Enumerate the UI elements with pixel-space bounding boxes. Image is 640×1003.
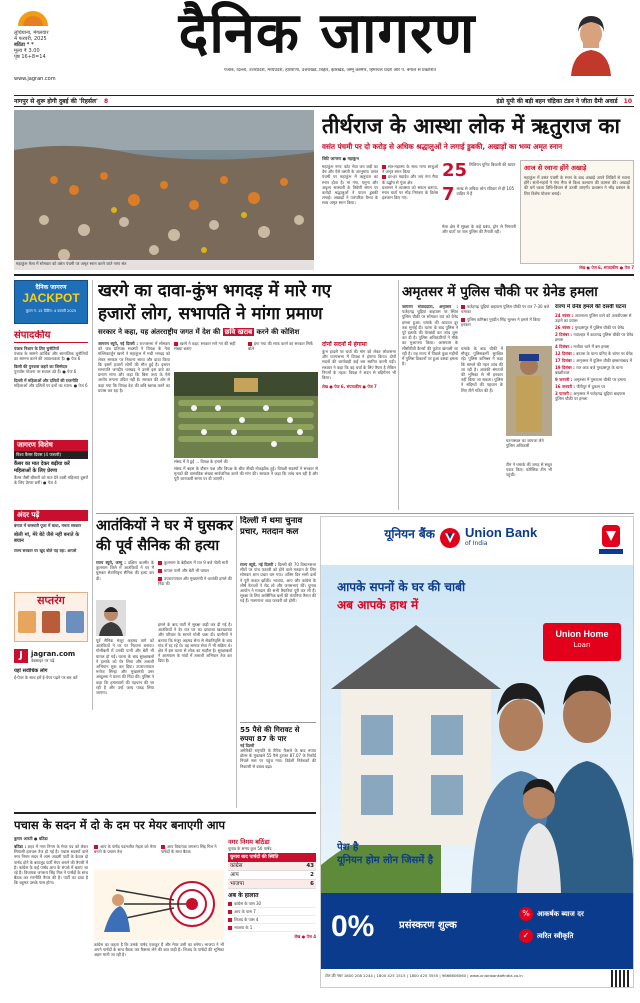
- kharge-headline[interactable]: खरगे का दावा-कुंभ भगदड़ में मारे गए हजारों लोग, सभापति ने मांगा प्रमाण: [98, 281, 332, 324]
- editorial-item-1[interactable]: पंजाब निशान के लिए चुनौतियों पंजाब के सामने आर्थिक और सामाजिक चुनौतियों का सामना करने की आवश्यकता है। ● पेज 6: [14, 346, 88, 362]
- teaser-right[interactable]: इंडो यूपी की बड़ी बहन चंद्रिका टंडन ने जीता ग्रैमी अवार्ड 10: [496, 98, 632, 105]
- timeline-list: [555, 313, 634, 401]
- teaser-left[interactable]: नागपुर से शुरू होगी दुबई की 'रिहर्सल' 8: [14, 98, 109, 105]
- lead-stat-number: 25: [442, 162, 468, 181]
- lead-side-box: आज से रवाना होंगे अखाड़े महाकुंभ में वसंत पंचमी के स्नान के बाद अखाड़े अपने शिविरों से रवाना होंगे। संतों-महंतों ने गंगा मैया से विश्व कल्याण की कामना की। अखाड़ों की धर्म ध्वजा विधि-विधान से उतारी जाएगी। प्रशासन ने भीड़ प्रबंधन के लिए विशेष योजना बनाई।: [520, 160, 634, 264]
- lead-headline[interactable]: तीर्थराज के आस्था लोक में ऋतुराज का: [322, 113, 620, 138]
- ad-tagline-2: अब आपके हाथ में: [337, 598, 419, 612]
- timeline-date: 2 दिसंबर :: [555, 332, 574, 337]
- editions-line: पंजाब, दिल्ली, उत्तरप्रदेश, मध्यप्रदेश, हरियाणा, उत्तराखंड, बिहार, झारखंड, जम्मू कश्मीर, हिमाचल प्रदेश और प. बंगाल से प्रकाशित: [223, 68, 437, 73]
- vishesh-text: कैंसर का मात देकर बढ़ीया करें महिलाओं के लिए प्रेरणा: [14, 461, 70, 474]
- timeline-title: राज्य में ग्रेनेड हमले की दसवीं घटना: [555, 304, 627, 310]
- lead-stat2-text: लाख से अधिक लोग रविवार से ही 105 वाहिन में हैं: [456, 186, 515, 196]
- table-cell-label: कांग्रेस: [230, 863, 243, 869]
- editorial-title: संपादकीय: [14, 330, 88, 343]
- kumbh-lead-photo: [14, 110, 314, 270]
- offer-text: पेश है यूनियन होम लोन जिसमें है: [337, 842, 434, 866]
- table-title: नगर निगम बठिंडा: [228, 838, 270, 846]
- union-bank-ad[interactable]: [320, 516, 634, 988]
- jackpot-brand: दैनिक जागरण: [35, 284, 67, 291]
- ad-tagline-1: आपके सपनों के घर की चाबी: [337, 580, 466, 594]
- amritsar-body-col2: धमाके के बाद चौकी में मौजूद पुलिसकर्मी सुरक्षित रहे। पुलिस कमिश्नर ने कहा कि मामले की गहन जांच की जा रही है। आतंकी संगठनों की भूमिका से भी इनकार नहीं किया जा सकता। पुलिस ने संदिग्धों की पहचान के लिए टीमें गठित की हैं।: [461, 346, 503, 393]
- union-bank-logo-icon: [439, 527, 461, 549]
- amritsar-police-photo: [506, 346, 552, 436]
- rupee-headline[interactable]: 55 पैसे की गिरावट से रुपया 87 के पार: [240, 725, 300, 743]
- terror-body-col2: हमले के बाद घाटी में सुरक्षा कड़ी कर दी गई है। आतंकियों ने देर रात घर का दरवाजा खटखटाया और परिवार के सामने गोली चला दी। ग्रामीणों ने बताया कि मंजूर अहमद सेना से सेवानिवृत्ति के बाद गांव में रह रहे थे। वह समाज सेवा में भी सक्रिय थे। क्षेत्र में इस घटना से शोक का माहौल है। सुरक्षाबलों ने आसपास के गांवों में तलाशी अभियान तेज कर दिया है।: [158, 622, 232, 664]
- jackpot-ad[interactable]: [14, 280, 88, 324]
- list-item: कांग्रेस के पास 30: [228, 900, 316, 908]
- timeline-item: [555, 351, 634, 356]
- timeline-item: [555, 325, 634, 330]
- jagran-site-url[interactable]: jagran.com: [31, 649, 76, 658]
- union-bank-sub: of India: [465, 540, 488, 547]
- percent-icon: %: [519, 907, 533, 921]
- amritsar-caption: घटनास्थल का जायजा लेते पुलिस अधिकारी: [506, 438, 544, 448]
- table-row: [228, 871, 316, 880]
- kharge-subhead: सरकार ने कहा, यह अंतरराष्ट्रीय जगत में देश की छवि खराब करने की कोशिश: [98, 328, 300, 336]
- editorial-box: [14, 330, 88, 438]
- portrait-photo: [563, 6, 619, 76]
- table-cell-label: भाजपा: [230, 881, 244, 887]
- delhi-body: राज्य ब्यूरो, नई दिल्ली : दिल्ली की 70 विधानसभा सीटों पर पांच फरवरी को होने वाले मतदान के लिए सोमवार शाम प्रचार थम गया। अंतिम दिन सभी दलों ने पूरी ताकत झोंकी। भाजपा, आप और कांग्रेस के शीर्ष नेताओं ने रोड शो और जनसभाएं कीं। चुनाव आयोग ने मतदान की सभी तैयारियां पूरी कर ली हैं। सुरक्षा के लिए अर्धसैनिक बलों की कंपनियां तैनात की गई हैं। मतगणना आठ फरवरी को होगी।: [240, 562, 316, 604]
- vishesh-sub: विश्व कैंसर दिवस (4 फरवरी): [14, 451, 88, 459]
- timeline-text: अमृतसर में गुमटाला चौकी पर हमला: [573, 377, 626, 382]
- timeline-text: अमृतसर में पुलिस चौकी इस्लामाबाद में: [576, 358, 632, 363]
- saptrang-title: सप्तरंग: [37, 594, 65, 607]
- timeline-date: 17 दिसंबर :: [555, 358, 577, 363]
- timeline-text: अजनाला पुलिस थाने को आरडीएक्स से उड़ाने का प्रयास: [555, 313, 632, 323]
- kharge-body-col2: संसद में बहस के दौरान पक्ष और विपक्ष के बीच तीखी नोकझोंक हुई। विपक्षी सदस्यों ने सरकार से मृतकों की वास्तविक संख्या सार्वजनिक करने की मांग की। सरकार ने कहा कि जांच चल रही है और पूरी जानकारी समय पर दी जाएगी।: [174, 466, 318, 482]
- kharge-side-head: दोनों सदनों में हंगामा: [322, 341, 367, 348]
- jackpot-sub: कूपन नं. 15 प्रिंटिंग: 4 फरवरी 2025: [25, 309, 77, 313]
- list-item: शिअद के पास 4: [228, 916, 316, 924]
- timeline-text: मजीठा थाने में बम हमला: [573, 344, 610, 349]
- table-row: [228, 862, 316, 871]
- lead-stat-text: मिलियन यूनिट बिजली की खपत: [469, 162, 516, 167]
- check-icon: ✓: [519, 929, 533, 943]
- now-head: अब के हालात: [228, 892, 259, 899]
- kharge-page-ref[interactable]: लेख ● पेज 6, संपादकीय ● पेज 7: [322, 384, 377, 390]
- masthead: [0, 0, 640, 88]
- table-cell-label: आप: [230, 872, 239, 878]
- timeline-text: बटाला के थाना घनिए के बांगर पर ग्रेनेड: [576, 351, 633, 356]
- parliament-photo: [174, 372, 318, 458]
- bathinda-cartoon: [94, 870, 224, 940]
- editorial-item-2[interactable]: किसी की पुनवास कहने का जिम्मेदार पुनर्वास योजना पर सवाल उठे हैं। ● पेज 6: [14, 364, 77, 375]
- kharge-bullets: खरगे ने कहा: सरकार मारे गए की सही संख्या बताए हंगा गया की साफ करने का सरकार सिर्फ बोले: [174, 341, 313, 351]
- offer-band: [321, 893, 634, 969]
- jagran-vishesh-box[interactable]: जागरण विशेष विश्व कैंसर दिवस (4 फरवरी) कैंसर का मात देकर बढ़ीया करें महिलाओं के लिए प्रेरणा कैंसर जैसी बीमारी को मात देने वाली महिलाएं दूसरों के लिए प्रेरणा बनीं। ● पेज 4: [14, 441, 88, 486]
- timeline-item: [555, 358, 634, 363]
- pages-label: पृष्ठ 16+8=14: [14, 54, 46, 60]
- edition-label: बठिंडा * *: [14, 42, 34, 48]
- bottom-bullets: आप के पार्षद पदमजीत मेहता को मेयर बनाने के प्रयास तेज आप विधायक जगरूप सिंह गिल ने पार्षदों के साथ बैठक: [94, 844, 217, 854]
- dateline-date: 4 फरवरी, 2025: [14, 36, 47, 42]
- union-home-badge: Union Home Loan: [543, 623, 621, 661]
- timeline-date: 9 जनवरी :: [555, 377, 574, 382]
- andar-title: अंदर पढ़ें: [14, 510, 88, 521]
- ad-contact-strip: [321, 969, 634, 988]
- timeline-item: [555, 332, 634, 342]
- timeline-item: [555, 391, 634, 401]
- bullet-icon: [228, 926, 232, 930]
- kharge-subhead-highlight: छवि खराब: [224, 328, 253, 336]
- timeline-date: 4 दिसंबर :: [555, 344, 574, 349]
- timeline-item: [555, 377, 634, 382]
- timeline-date: 19 दिसंबर :: [555, 365, 577, 370]
- andar-padhen-box: [14, 510, 88, 588]
- amritsar-body-col1: जागरण संवाददाता, अमृतसर : फतेहगढ़ चूड़ियां बाइपास पर स्थित पुलिस चौकी पर सोमवार रात को ग्रेनेड हमला हुआ। धमाके की आवाज दूर तक सुनाई दी। घटना के बाद पुलिस ने पूरे इलाके की घेराबंदी कर जांच शुरू कर दी है। पुलिस अधिकारियों ने मौके का मुआयना किया। आसपास के सीसीटीवी कैमरों की फुटेज खंगाली जा रही है। यह राज्य में पिछले कुछ महीनों में पुलिस ठिकानों पर हुआ दसवां हमला है।: [402, 304, 458, 367]
- lead-body-col1: महाकुंभ नगर: कोट भेवा जय जड़ी का वेष और ऐसे वसंती के आभूषण। वसंत पंचमी पर महाकुंभ में ऋतुराज का स्नान होता है। मां गंगा, यमुना और अदृश्य सरस्वती के त्रिवेणी संगम पर करोड़ों श्रद्धालुओं ने पावन डुबकी लगाई। अखाड़ों ने पारंपरिक वैभव के साथ अमृत स्नान किया।: [322, 164, 378, 206]
- soldier-portrait-photo: [96, 600, 126, 636]
- grenade-timeline-box: [555, 304, 634, 510]
- timeline-text: रात आठ बजे गुरदासपुर के थाना बख्शीवाल: [555, 365, 623, 375]
- bottom-body-col2: कांग्रेस का कहना है कि उसके पार्षद एकजुट हैं और मेयर उसी का बनेगा। भाजपा ने भी अपने पार्षदों के साथ बैठक कर फैसला लेने की बात कही है। शिअद के पार्षदों की भूमिका अहम मानी जा रही है।: [94, 942, 224, 958]
- andar-item-3[interactable]: राज्य सरकार पर खुद बोले यह रहा: आपसे: [14, 548, 77, 553]
- terror-body-col1b: पूर्व सैनिक मंजूर अहमद वागे को आतंकियों ने घर पर निशाना बनाया। गोलीबारी में उनकी पत्नी और बेटी भी घायल हो गईं। घटना के बाद सुरक्षाबलों ने इलाके को घेर लिया और तलाशी अभियान शुरू कर दिया। उपराज्यपाल मनोज सिन्हा और मुख्यमंत्री उमर अब्दुल्ला ने घटना की निंदा की। पुलिस ने कहा कि हमलावरों की पहचान की जा रही है और उन्हें जल्द पकड़ लिया जाएगा।: [96, 638, 154, 696]
- parliament-caption: संसद में ये हुई ... विपक्ष के हंगामे की: [174, 459, 228, 464]
- timeline-text: जैंतीपुर में दुकान पर: [576, 384, 606, 389]
- list-item: भाजपा के 1: [228, 924, 316, 932]
- dateline-city: लुधियाना, मंगलवार: [14, 30, 49, 36]
- processing-fee: प्रसंस्करण शुल्क: [399, 920, 457, 931]
- terror-headline[interactable]: आतंकियों ने घर में घुसकर की पूर्व सैनिक की हत्या: [96, 517, 233, 554]
- jagran-j-icon: J: [14, 649, 28, 663]
- amritsar-body-col3: टीम ने धमाके की जगह से सबूत एकत्र किए। फोरेंसिक टीम भी पहुंची।: [506, 462, 552, 478]
- feature-rate: आकर्षक ब्याज दर: [537, 909, 584, 918]
- feature-approval: त्वरित स्वीकृति: [537, 931, 574, 940]
- now-rows: [228, 900, 316, 932]
- rupee-box: 55 पैसे की गिरावट से रुपया 87 के पार नई दिल्ली अमेरिकी राष्ट्रपति के टैरिफ फैसले के बाद रुपया डॉलर के मुकाबले 55 पैसे टूटकर 87.07 के रिकॉर्ड निचले स्तर पर पहुंच गया। विदेशी निवेशकों की निकासी से दबाव बढ़ा।: [240, 722, 316, 808]
- vishesh-title: जागरण विशेष: [14, 440, 88, 451]
- home-loan-hero: [321, 565, 634, 893]
- horoscope-title: यहां सर्वाधिक लोग: [14, 668, 48, 674]
- bullet-icon: [228, 902, 232, 906]
- bullet-icon: [228, 910, 232, 914]
- lead-body-col3: मेला क्षेत्र में सुरक्षा के कड़े प्रबंध, ड्रोन से निगरानी और घाटों पर जल पुलिस की तैनाती रही।: [442, 224, 516, 235]
- timeline-text: नवांशहर में काठगढ़ पुलिस चौकी पर ग्रेनेड हमला: [555, 332, 634, 342]
- andar-item-2[interactable]: बोली मां, मेरे बेटे जैसे नहीं बनाते के बयान: [14, 532, 80, 544]
- timeline-item: [555, 384, 634, 389]
- timeline-date: 26 नवंबर :: [555, 325, 575, 330]
- lead-side-box-title: आज से रवाना होंगे अखाड़े: [524, 164, 587, 172]
- union-bank-english: Union Bank: [465, 525, 538, 540]
- timeline-item: [555, 313, 634, 323]
- editorial-item-3[interactable]: दिल्ली में महिलाओं और दलितों की राजनीति महिलाओं और दलितों पर दलों का ध्यान। ● पेज 6: [14, 377, 88, 388]
- lead-byline: जिटि जागरण ● महाकुंभ: [322, 156, 359, 161]
- timeline-date: 12 दिसंबर :: [555, 351, 577, 356]
- lead-page-ref[interactable]: लेख ● पेज 6, संपादकीय ● पेज 7: [579, 265, 634, 270]
- horoscope-text: ई-पेपर के साथ हमें ई-पेपर पढ़ने पर बार करें: [14, 675, 78, 680]
- amritsar-bullets: फतेहगढ़ चूड़ियां बाइपास पुलिस चौकी पर रात 7-30 बजे धमाका पुलिस कमिश्नर गुरप्रीत सिंह भुल्लर ने हमले में किया इनकार: [461, 304, 550, 327]
- council-rows: [228, 862, 316, 889]
- teaser-bar: [14, 95, 634, 107]
- delhi-headline[interactable]: दिल्ली में थमा चुनाव प्रचार, मतदान कल: [240, 516, 303, 537]
- bottom-page-ref[interactable]: लेख ● पेज 4: [294, 934, 316, 939]
- bottom-body-col1: बठिंडा : शहर में नगर निगम के मेयर पद को लेकर सियासी हलचल तेज हो गई है। पचास सदस्यों वाले नगर निगम सदन में आम आदमी पार्टी के केवल दो पार्षद होने के बावजूद पार्टी मेयर बनाने की तैयारी में है। कांग्रेस के कई पार्षद आप के संपर्क में बताए जा रहे हैं। विधायक जगरूप सिंह गिल ने पार्षदों के साथ बैठक कर रणनीति तैयार की है। पार्टी का दावा है कि बहुमत उसके पास होगा।: [14, 844, 88, 886]
- table-cell-value: 2: [310, 872, 314, 878]
- jagran-site-box[interactable]: J jagran.com वेबसाइट पर पढ़ें: [14, 646, 88, 666]
- timeline-date: 3 फरवरी :: [555, 391, 574, 396]
- bottom-byline: कुमार आरती ● बठिंडा: [14, 836, 48, 841]
- council-table: [228, 838, 316, 988]
- lead-subhead: वसंत पंचमी पर दो करोड़ से अधिक श्रद्धालुओं ने लगाई डुबकी, अखाड़ों का भव्य अमृत स्नान: [322, 142, 563, 151]
- kharge-body-col1: जागरण ब्यूरो, नई दिल्ली : राज्यसभा में सोमवार को जब प्रतिपक्ष सदस्यों ने विपक्ष के नेता मल्लिकार्जुन खरगे ने महाकुंभ में मची भगदड़ को लेकर सरकार पर निशाना साधा और दावा किया कि इसमें हजारों लोगों की मौत हुई है। इसपर सभापति जगदीप धनखड़ ने उनसे इस दावे का प्रमाण मांगा और कहा कि बिना तथ्य के ऐसे आरोप लगाना उचित नहीं है। सरकार की ओर से कहा गया कि विपक्ष देश की छवि खराब करने का प्रयास कर रहा है।: [98, 341, 170, 393]
- bullet-icon: [228, 918, 232, 922]
- table-cell-value: 6: [310, 881, 314, 887]
- timeline-item: [555, 344, 634, 349]
- website-url[interactable]: www.jagran.com: [14, 76, 56, 82]
- horoscope-box: [14, 668, 88, 706]
- amritsar-headline[interactable]: अमृतसर में पुलिस चौकी पर ग्रेनेड हमला: [402, 284, 598, 300]
- andar-item-1[interactable]: बंगाल में सरस्वती पूजा में बाधा, ममता सरकार: [14, 523, 82, 528]
- ad-contact-text[interactable]: टोल फ्री नंबर 1800 208 2244 | 1800 425 1515 | 1800 425 3555 | 9666606060 | www.unionbankofindia.co.in: [325, 973, 523, 978]
- bottom-headline[interactable]: पचास के सदन में दो के दम पर मेयर बनाएगी आप: [14, 818, 226, 832]
- qr-code-icon[interactable]: [611, 970, 629, 988]
- saptrang-box[interactable]: [14, 592, 88, 642]
- lead-stat2-number: 7: [442, 184, 455, 205]
- lead-photo-caption: महाकुंभ मेला में सोमवार को वसंत पंचमी पर अमृत स्नान करने जाते नागा संत: [16, 261, 127, 266]
- lead-stat-box: [442, 162, 516, 222]
- price-label: मूल्य ₹ 3.00: [14, 48, 40, 54]
- terror-bullets: कुलगाम के बेहीबाग में रात 9 बजे गोली मारी घायल पत्नी और बेटी भी घायल उपराज्यपाल और मुख्यमंत्री ने आतंकी हमले की निंदा की: [158, 560, 232, 586]
- kharge-side-col: दोनों सदनों में हंगामा कुंभ हादसे पर चर्चा की मांग को लेकर लोकसभा और राज्यसभा में विपक्ष ने हंगामा किया। दोनों सदनों की कार्यवाही कई बार स्थगित करनी पड़ी। सरकार ने कहा कि वह चर्चा के लिए तैयार है लेकिन नियमों के तहत। विपक्ष ने सदन से बहिर्गमन भी किया। लेख ● पेज 6, संपादकीय ● पेज 7: [322, 341, 396, 390]
- list-item: आप के पास 7: [228, 908, 316, 916]
- table-sub: चुनाव के समय कुल 50 पार्षद: [228, 846, 272, 851]
- timeline-text: गुरदासपुर में पुलिस चौकी पर ग्रेनेड: [574, 325, 625, 330]
- terror-body-col1: राज्य ब्यूरो, जम्मू : दक्षिण कश्मीर के कुलगाम जिले में आतंकियों ने घर में घुसकर सेवानिवृत्त सैनिक की हत्या कर दी।: [96, 560, 154, 581]
- vyom-app-icon: [597, 525, 625, 555]
- table-head: चुनाव बाद पार्षदों की स्थिति: [228, 853, 316, 862]
- newspaper-title: दैनिक जागरण: [178, 0, 476, 66]
- union-bank-hindi: यूनियन बैंक: [384, 527, 435, 541]
- lead-body-col2: संत-महात्मा के साथ नागा साधुओं ने अमृत स्नान किया हर-हर महादेव और जय गंगा मैया के उद्घोष से गूंजा क्षेत्र प्रशासन ने व्यवस्था को सफल बताया, स्नान घाटों पर भीड़ नियंत्रण के विशेष इंतजाम किए गए।: [382, 164, 438, 201]
- table-row: [228, 880, 316, 889]
- timeline-text: अमृतसर में फतेहगढ़ चूड़ियां बाइपास पुलिस चौकी पर हमला: [555, 391, 626, 401]
- sun-logo-icon: [16, 8, 50, 28]
- timeline-date: 16 जनवरी :: [555, 384, 577, 389]
- table-cell-value: 43: [306, 863, 314, 869]
- timeline-date: 24 नवंबर :: [555, 313, 575, 318]
- timeline-item: [555, 365, 634, 375]
- jackpot-title: JACKPOT: [22, 291, 80, 305]
- zero-percent: 0%: [331, 910, 375, 943]
